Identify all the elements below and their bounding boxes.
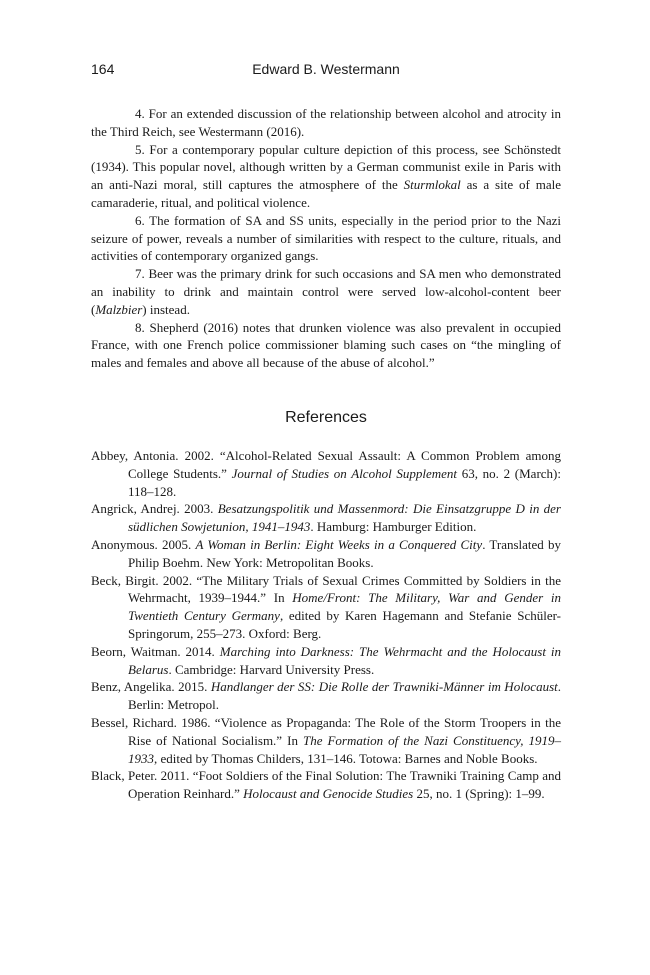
reference-entry: Abbey, Antonia. 2002. “Alcohol-Related Sexual Assault: A Common Problem among College Students.” Journal of Studies on Alcohol Supplement 63, no. 2 (March): 118–128.	[91, 448, 561, 499]
endnotes	[91, 105, 561, 372]
running-head: Edward B. Westermann	[252, 61, 400, 77]
endnote: 7. Beer was the primary drink for such occasions and SA men who demonstrated an inability to drink and maintain control were served low-alcohol-content beer (Malzbier) instead.	[91, 266, 561, 317]
reference-entry: Anonymous. 2005. A Woman in Berlin: Eight Weeks in a Conquered City. Translated by Philip Boehm. New York: Metropolitan Books.	[91, 536, 562, 570]
reference-entry: Beorn, Waitman. 2014. Marching into Darkness: The Wehrmacht and the Holocaust in Belarus. Cambridge: Harvard University Press.	[91, 643, 561, 677]
reference-entry: Bessel, Richard. 1986. “Violence as Propaganda: The Role of the Storm Troopers in the Rise of National Socialism.” In The Formation of the Nazi Constituency, 1919–1933, edited by Thomas Childers, 131–146. Totowa: Barnes and Noble Books.	[91, 714, 561, 766]
endnote: 5. For a contemporary popular culture depiction of this process, see Schönstedt (1934). This popular novel, although written by a German communist exile in Paris with an anti-Nazi moral, still captures the atmosphere of the Sturmlokal as a site of male camaraderie, ritual, and political violence.	[91, 141, 561, 210]
references-heading: References	[285, 409, 367, 426]
reference-entry: Angrick, Andrej. 2003. Besatzungspolitik und Massenmord: Die Einsatzgruppe D in der südlichen Sowjetunion, 1941–1943. Hamburg: Hamburger Edition.	[91, 501, 561, 535]
reference-list	[91, 447, 561, 803]
page-number: 164	[91, 61, 115, 77]
page-header	[91, 61, 561, 81]
endnote: 4. For an extended discussion of the relationship between alcohol and atrocity in the Third Reich, see Westermann (2016).	[91, 106, 561, 139]
reference-entry: Black, Peter. 2011. “Foot Soldiers of the Final Solution: The Trawniki Training Camp and Operation Reinhard.” Holocaust and Genocide Studies 25, no. 1 (Spring): 1–99.	[91, 768, 561, 802]
reference-entry: Benz, Angelika. 2015. Handlanger der SS: Die Rolle der Trawniki-Männer im Holocaust. Berlin: Metropol.	[91, 679, 561, 713]
endnote: 8. Shepherd (2016) notes that drunken violence was also prevalent in occupied France, with one French police commissioner blaming such cases on “the mingling of males and females and above all because of the abuse of alcohol.”	[91, 319, 561, 371]
reference-entry: Beck, Birgit. 2002. “The Military Trials of Sexual Crimes Committed by Soldiers in the Wehrmacht, 1939–1944.” In Home/Front: The Military, War and Gender in Twentieth Century Germany, edited by Karen Hagemann and Stefanie Schüler-Springorum, 255–273. Oxford: Berg.	[91, 572, 561, 641]
endnote: 6. The formation of SA and SS units, especially in the period prior to the Nazi seizure of power, reveals a number of similarities with respect to the culture, rituals, and activities of contemporary organized gangs.	[91, 212, 561, 264]
